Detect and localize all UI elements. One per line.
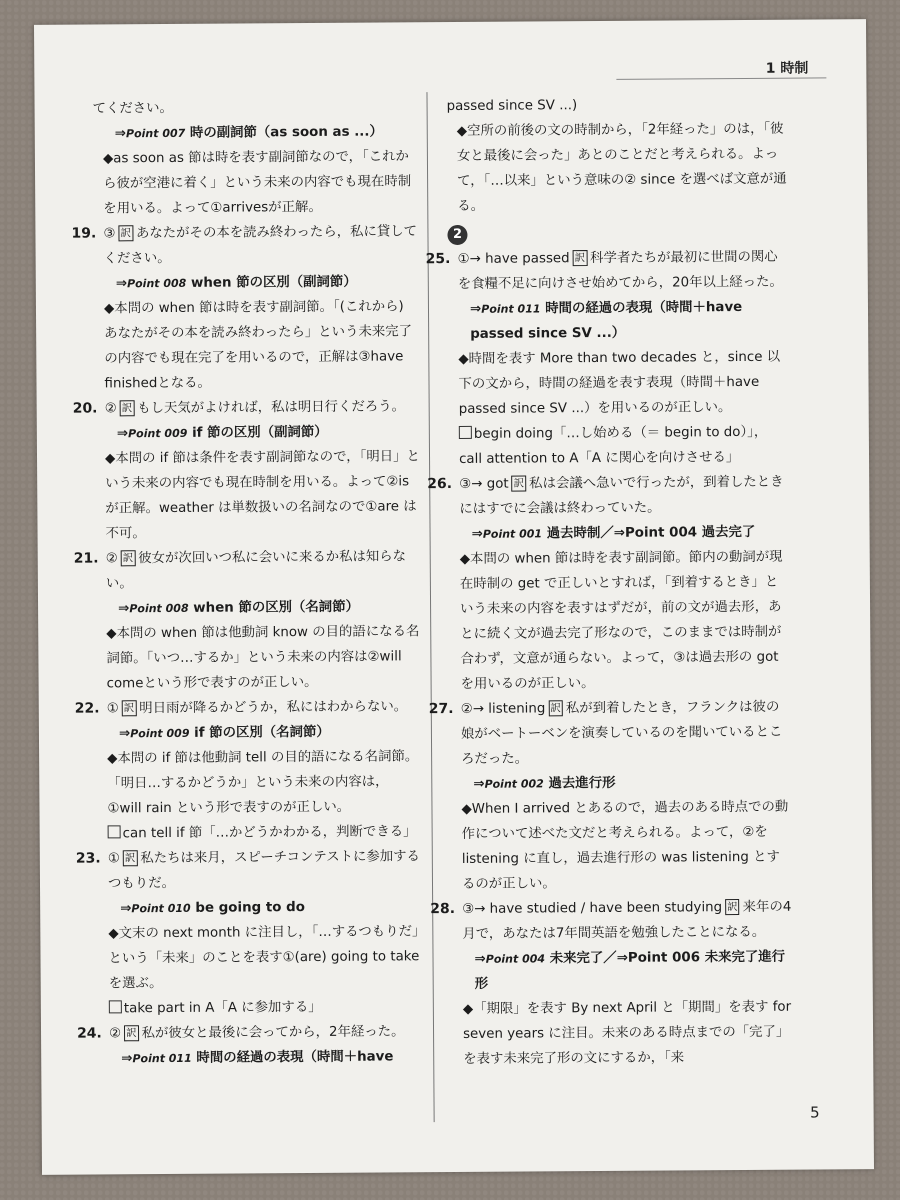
- point-number: Point 008: [129, 601, 189, 616]
- question-answer-text: [459, 470, 789, 522]
- checkbox-icon: [108, 825, 121, 838]
- arrow-icon: ⇒: [120, 901, 132, 917]
- question-item: [427, 470, 789, 522]
- point-reference: [452, 945, 792, 997]
- point-reference: [97, 719, 422, 746]
- checkbox-icon: [109, 1000, 122, 1013]
- point-number: Point 010: [131, 901, 191, 916]
- note-text: can tell if 節「…かどうかわかる，判断できる」: [122, 824, 417, 842]
- translation-text: 来年の4月で，あなたは7年間英語を勉強したことになる。: [462, 899, 792, 942]
- point-number: Point 009: [130, 726, 190, 741]
- translation-text: 彼女が次回いつ私に会いに来るか私は知らない。: [105, 549, 407, 592]
- checkbox-icon: [459, 426, 472, 439]
- point-number: Point 009: [128, 426, 188, 441]
- translation-mark: 訳: [548, 700, 563, 716]
- translation-mark: 訳: [124, 1025, 139, 1041]
- answer-choice: ③→ got: [459, 476, 509, 492]
- question-item: [73, 544, 421, 596]
- vocab-note: [449, 420, 789, 472]
- arrow-icon: ⇒: [116, 426, 129, 442]
- answer-choice: ②→ listening: [460, 701, 546, 717]
- question-answer-text: [109, 1019, 424, 1046]
- translation-text: 私は会議へ急いで行ったが，到着したときにはすでに会議は終わっていた。: [459, 474, 784, 517]
- question-number: 23.: [75, 850, 101, 867]
- translation-mark: 訳: [121, 550, 136, 566]
- explanation-text: ◆本問の if 節は他動詞 tell の目的語になる名詞節。「明日…するかどうか」という未来の内容は，①will rain という形で表すのが正しい。: [107, 749, 419, 817]
- question-item: [425, 245, 788, 297]
- answer-choice: ②: [108, 1026, 122, 1042]
- question-number: 19.: [71, 225, 97, 242]
- translation-text: あなたがその本を読み終わったら，私に貸してください。: [103, 224, 418, 267]
- question-item: [74, 694, 422, 721]
- question-item: [430, 895, 792, 947]
- translation-text: 私が彼女と最後に会ってから，2年経った。: [141, 1024, 405, 1042]
- question-answer-text: [462, 895, 792, 947]
- section-marker: [447, 217, 787, 247]
- translation-mark: 訳: [573, 250, 588, 266]
- header-rule: [616, 77, 826, 79]
- point-number: Point 004: [485, 952, 546, 966]
- point-title: 時間の経過の表現（時間＋have: [196, 1049, 394, 1066]
- answer-choice: ②: [104, 401, 117, 417]
- question-number: 22.: [74, 700, 100, 717]
- question-item: [71, 219, 418, 271]
- point-title: when 節の区別（副詞節）: [190, 274, 357, 291]
- point-title: 時間の経過の表現（時間＋have passed since SV ...）: [470, 299, 743, 342]
- chapter-header: 1 時制: [765, 60, 809, 77]
- continuation-text: てください。: [92, 100, 173, 117]
- point-title: 未来完了／⇒Point 006 未来完了進行形: [474, 949, 786, 992]
- point-reference: [448, 295, 788, 347]
- vocab-note: [98, 819, 423, 846]
- arrow-icon: ⇒: [471, 526, 483, 542]
- translation-text: 明日雨が降るかどうか，私にはわからない。: [139, 699, 408, 717]
- point-reference: [449, 520, 789, 547]
- point-number: Point 002: [484, 777, 544, 791]
- translation-mark: 訳: [123, 850, 138, 866]
- explanation-text: ◆文末の next month に注目し，「…するつもりだ」という「未来」のことを表す①(are) going to take を選ぶ。: [108, 924, 420, 992]
- point-reference: [94, 269, 419, 296]
- arrow-icon: ⇒: [121, 1051, 133, 1067]
- point-reference: [96, 594, 421, 621]
- continuation-text: passed since SV ...): [446, 98, 578, 115]
- translation-text: もし天気がよければ，私は明日行くだろう。: [137, 399, 406, 417]
- point-title: 時の副詞節（as soon as ...）: [189, 124, 383, 141]
- question-answer-text: [106, 544, 421, 596]
- question-number: 24.: [76, 1025, 102, 1042]
- note-text: take part in A「A に参加する」: [123, 999, 322, 1017]
- question-number: 20.: [72, 400, 98, 417]
- point-number: Point 001: [482, 527, 543, 541]
- answer-choice: ③→ have studied / have been studying: [462, 900, 723, 917]
- explanation-text: ◆本問の when 節は他動詞 know の目的語になる名詞節。「いつ…するか」という未来の内容は②will comeという形で表すのが正しい。: [106, 624, 420, 692]
- explanation-text: ◆「期限」を表す By next April と「期間」を表す for seven years に注目。未来のある時点までの「完了」を表す未来完了形の文にするか，「来: [462, 999, 792, 1067]
- point-title: if 節の区別（副詞節）: [191, 424, 328, 441]
- explanation-text: ◆本問の when 節は時を表す副詞節。節内の動詞が現在時制の get で正しいとすれば，「到着するとき」という未来の内容を表すはずだが，前の文が過去形，あとに続く文が過去完了形なので，このままでは時制が合わず，文意が通らない。よって，③は過去形の got を用いるのが正しい。: [459, 549, 783, 692]
- explanation-text: ◆本問の when 節は時を表す副詞節。「(これから) あなたがその本を読み終わったら」という未来完了の内容でも現在完了を用いるので，正解は③have finishedとなる。: [103, 299, 413, 392]
- question-answer-text: [458, 245, 788, 297]
- textbook-page: [34, 19, 874, 1175]
- point-number: Point 007: [125, 126, 186, 141]
- right-column: [425, 92, 793, 1072]
- point-reference: [98, 894, 423, 921]
- answer-choice: ①: [106, 701, 119, 717]
- question-answer-text: [103, 219, 418, 271]
- arrow-icon: ⇒: [473, 776, 485, 792]
- question-answer-text: [461, 695, 792, 772]
- question-answer-text: [105, 394, 420, 421]
- arrow-icon: ⇒: [469, 301, 482, 317]
- vocab-note: [99, 994, 424, 1021]
- question-number: 28.: [430, 901, 456, 918]
- answer-choice: ③: [103, 226, 116, 242]
- page-number: 5: [809, 1103, 820, 1122]
- question-item: [428, 695, 792, 772]
- point-title: if 節の区別（名詞節）: [194, 724, 330, 741]
- arrow-icon: ⇒: [118, 601, 130, 617]
- arrow-icon: ⇒: [474, 951, 486, 967]
- explanation-text: ◆時間を表す More than two decades と，since 以下の文から，時間の経過を表す表現（時間＋have passed since SV ...）を用いるのが正しい。: [458, 349, 781, 417]
- point-number: Point 011: [132, 1051, 192, 1066]
- question-answer-text: [108, 844, 423, 896]
- question-number: 26.: [427, 476, 453, 493]
- point-number: Point 011: [481, 302, 541, 316]
- question-answer-text: [107, 694, 422, 721]
- point-reference: [95, 419, 420, 446]
- point-number: Point 008: [126, 276, 187, 291]
- question-number: 21.: [73, 550, 99, 567]
- translation-text: 科学者たちが最初に世間の関心を食糧不足に向けさせ始めてから，20年以上経った。: [457, 249, 783, 292]
- explanation-text: ◆as soon as 節は時を表す副詞節なので，「これから彼が空港に着く」という未来の内容でも現在時制を用いる。よって①arrivesが正解。: [102, 149, 412, 217]
- answer-choice: ②: [105, 551, 118, 567]
- explanation-text: ◆本問の if 節は条件を表す副詞節なので，「明日」という未来の内容でも現在時制を用いる。よって②isが正解。weather は単数扱いの名詞なので①are は不可。: [104, 449, 420, 542]
- explanation-text: ◆When I arrived とあるので，過去のある時点での動作について述べた文だと考えられる。よって，②を listening に直し，過去進行形の was listening とするのが正しい。: [461, 799, 789, 892]
- point-title: 過去時制／⇒Point 004 過去完了: [546, 524, 756, 542]
- question-item: [72, 394, 420, 421]
- point-reference: [99, 1044, 424, 1071]
- translation-mark: 訳: [122, 700, 137, 716]
- left-column: [71, 94, 424, 1071]
- point-title: be going to do: [195, 900, 305, 916]
- translation-mark: 訳: [725, 899, 740, 915]
- note-text: begin doing「…し始める（＝ begin to do）」，call attention to A「A に関心を向けさせる」: [458, 424, 768, 467]
- point-reference: [93, 119, 418, 146]
- answer-choice: ①: [107, 851, 120, 867]
- section-number-icon: 2: [447, 225, 467, 245]
- point-reference: [451, 770, 791, 797]
- point-title: when 節の区別（名詞節）: [193, 599, 360, 616]
- question-item: [75, 844, 423, 896]
- arrow-icon: ⇒: [114, 126, 127, 142]
- translation-mark: 訳: [512, 475, 527, 491]
- arrow-icon: ⇒: [118, 726, 131, 742]
- translation-mark: 訳: [118, 225, 133, 241]
- translation-text: 私が到着したとき，フランクは彼の娘がベートーベンを演奏しているのを聞いているところだった。: [460, 699, 783, 767]
- question-item: [76, 1019, 424, 1046]
- translation-mark: 訳: [120, 400, 135, 416]
- question-number: 25.: [425, 251, 451, 268]
- point-title: 過去進行形: [548, 775, 616, 792]
- arrow-icon: ⇒: [115, 276, 128, 292]
- answer-choice: ①→ have passed: [457, 251, 570, 267]
- explanation-text: ◆空所の前後の文の時制から，「2年経った」のは，「彼女と最後に会った」あとのことだと考えられる。よって，「…以来」という意味の② since を選べば文意が通る。: [456, 121, 787, 214]
- translation-text: 私たちは来月，スピーチコンテストに参加するつもりだ。: [107, 849, 420, 892]
- question-number: 27.: [428, 701, 454, 718]
